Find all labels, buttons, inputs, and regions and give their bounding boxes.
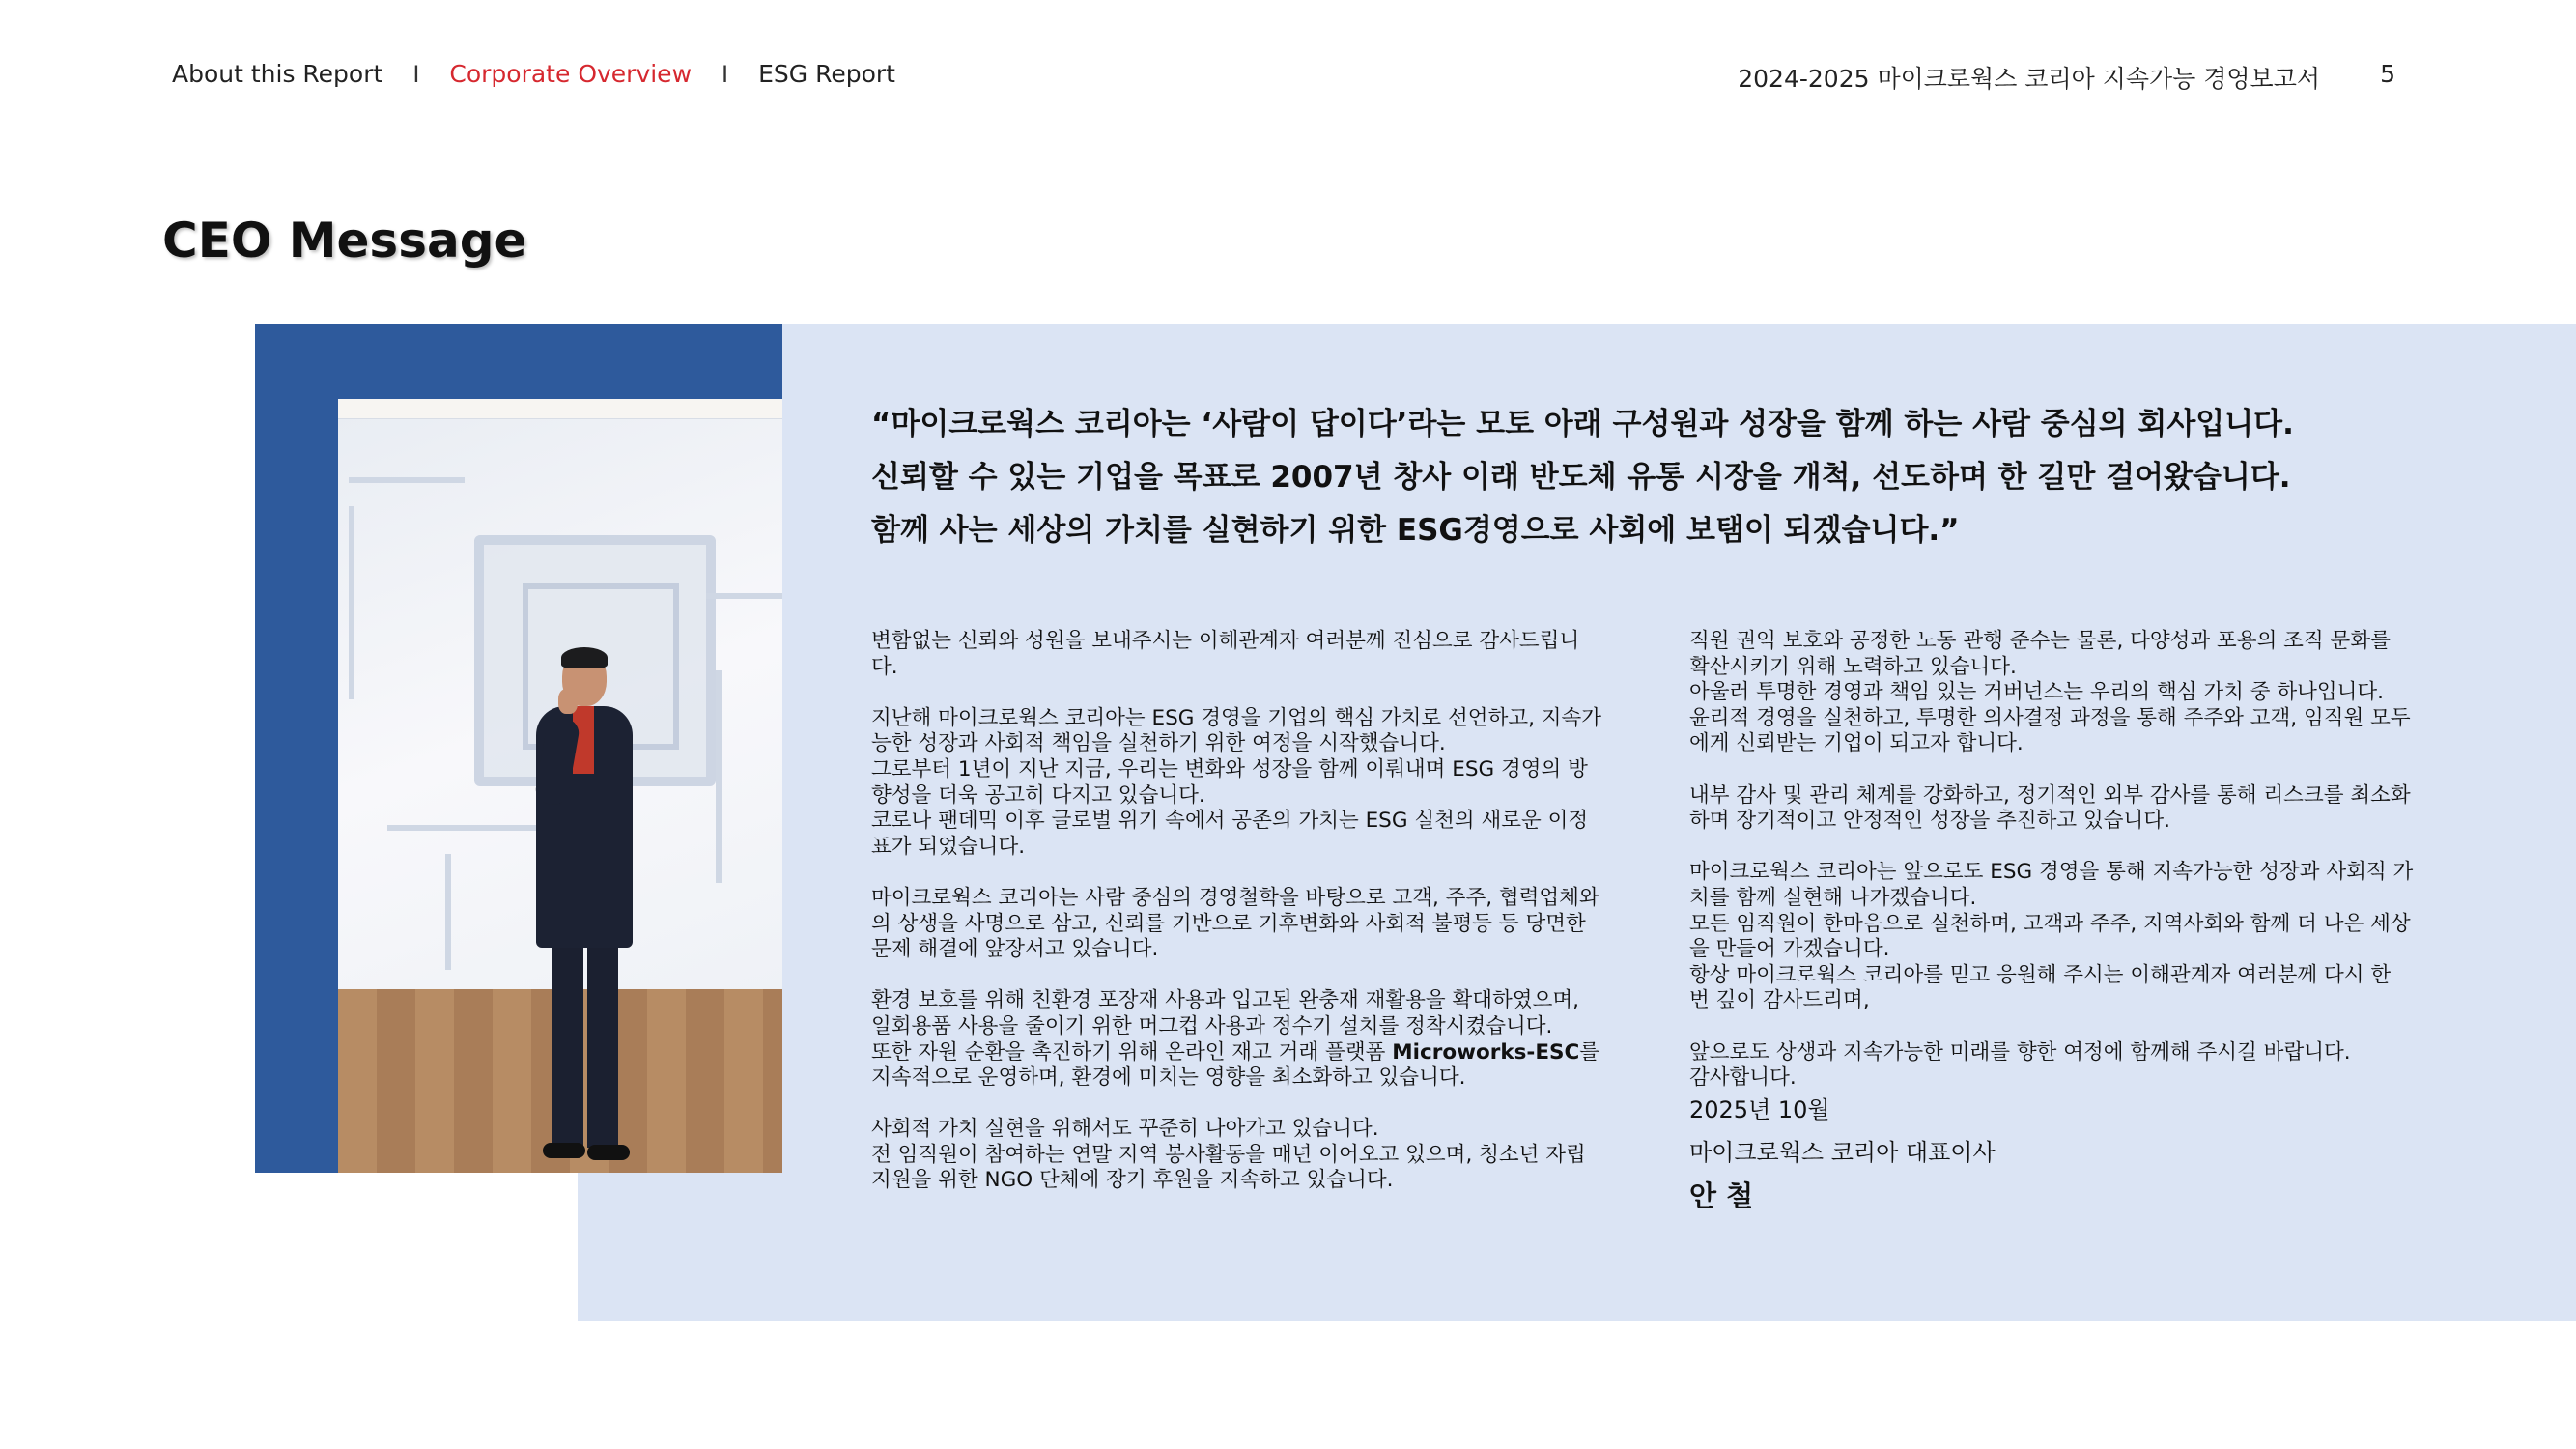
nav-separator: I: [722, 60, 729, 88]
paragraph: 그로부터 1년이 지난 지금, 우리는 변화와 성장을 함께 이뤄내며 ESG 경영의 방향성을 더욱 공고히 다지고 있습니다.: [871, 756, 1588, 808]
circuit-trace: [349, 477, 465, 483]
presenter-hand: [558, 689, 578, 714]
nav-esg-report[interactable]: ESG Report: [758, 60, 895, 88]
ceo-photo: [338, 399, 782, 1173]
presenter-hair: [561, 647, 608, 668]
platform-name: Microworks-ESC: [1392, 1039, 1580, 1065]
ceo-quote: [871, 398, 2294, 557]
paragraph: 앞으로도 상생과 지속가능한 미래를 향한 여정에 함께해 주시길 바랍니다.: [1689, 1039, 2351, 1065]
nav-corporate-overview[interactable]: Corporate Overview: [449, 60, 693, 88]
paragraph: 사회적 가치 실현을 위해서도 꾸준히 나아가고 있습니다.: [871, 1117, 1379, 1142]
quote-line: “마이크로웍스 코리아는 ‘사람이 답이다’라는 모토 아래 구성원과 성장을 함께 하는 사람 중심의 회사입니다.: [871, 407, 2294, 441]
circuit-trace: [349, 506, 354, 699]
paragraph: 내부 감사 및 관리 체계를 강화하고, 정기적인 외부 감사를 통해 리스크를 최소화하며 장기적이고 안정적인 성장을 추진하고 있습니다.: [1689, 782, 2411, 834]
presenter-figure: [552, 940, 583, 1148]
paragraph-text: 를 지속적으로 운영하며, 환경에 미치는 영향을 최소화하고 있습니다.: [871, 1039, 1600, 1091]
paragraph: 윤리적 경영을 실천하고, 투명한 의사결정 과정을 통해 주주와 고객, 임직원 모두에게 신뢰받는 기업이 되고자 합니다.: [1689, 705, 2411, 756]
quote-line: 함께 사는 세상의 가치를 실현하기 위한 ESG경영으로 사회에 보탬이 되겠습니다.”: [871, 513, 1960, 548]
circuit-trace: [706, 593, 782, 599]
message-right-column: [1689, 629, 2416, 1212]
presenter-shoe: [587, 1145, 630, 1160]
circuit-trace: [716, 670, 722, 883]
nav-separator: I: [412, 60, 420, 88]
paragraph: 지난해 마이크로웍스 코리아는 ESG 경영을 기업의 핵심 가치로 선언하고, 지속가능한 성장과 사회적 책임을 실천하기 위한 여정을 시작했습니다.: [871, 705, 1602, 756]
paragraph: [871, 1040, 1603, 1092]
paragraph-text: 또한 자원 순환을 촉진하기 위해 온라인 재고 거래 플랫폼: [871, 1039, 1393, 1065]
message-left-column: [871, 629, 1603, 1194]
document-title: 2024-2025 마이크로웍스 코리아 지속가능 경영보고서: [1738, 65, 2320, 93]
message-date: 2025년 10월: [1689, 1095, 1830, 1123]
presenter-shoe: [543, 1143, 585, 1158]
page-number: 5: [2380, 60, 2395, 88]
circuit-trace: [445, 854, 451, 970]
page-title: CEO Message: [162, 213, 527, 269]
top-navigation: [172, 60, 895, 88]
paragraph: 마이크로웍스 코리아는 사람 중심의 경영철학을 바탕으로 고객, 주주, 협력업체와의 상생을 사명으로 삼고, 신뢰를 기반으로 기후변화와 사회적 불평등 등 당면한 문제 해결에 앞장서고 있습니다.: [871, 885, 1599, 962]
paragraph: 마이크로웍스 코리아는 앞으로도 ESG 경영을 통해 지속가능한 성장과 사회적 가치를 함께 실현해 나가겠습니다.: [1689, 860, 2414, 910]
quote-line: 신뢰할 수 있는 기업을 목표로 2007년 창사 이래 반도체 유통 시장을 개척, 선도하며 한 길만 걸어왔습니다.: [871, 460, 2291, 495]
paragraph: 직원 권익 보호와 공정한 노동 관행 준수는 물론, 다양성과 포용의 조직 문화를 확산시키기 위해 노력하고 있습니다.: [1689, 629, 2391, 679]
presenter-figure: [587, 940, 618, 1148]
paragraph: 아울러 투명한 경영과 책임 있는 거버넌스는 우리의 핵심 가치 중 하나입니다.: [1689, 680, 2385, 705]
paragraph: 감사합니다.: [1689, 1065, 1797, 1091]
paragraph: 모든 임직원이 한마음으로 실천하며, 고객과 주주, 지역사회와 함께 더 나은 세상을 만들어 가겠습니다.: [1689, 911, 2411, 962]
paragraph: 환경 보호를 위해 친환경 포장재 사용과 입고된 완충재 재활용을 확대하였으며, 일회용품 사용을 줄이기 위한 머그컵 사용과 정수기 설치를 정착시켰습니다.: [871, 988, 1579, 1038]
paragraph: 항상 마이크로웍스 코리아를 믿고 응원해 주시는 이해관계자 여러분께 다시 한 번 깊이 감사드리며,: [1689, 962, 2392, 1013]
paragraph: 변함없는 신뢰와 성원을 보내주시는 이해관계자 여러분께 진심으로 감사드립니다.: [871, 629, 1580, 679]
paragraph: 전 임직원이 참여하는 연말 지역 봉사활동을 매년 이어오고 있으며, 청소년 자립 지원을 위한 NGO 단체에 장기 후원을 지속하고 있습니다.: [871, 1142, 1586, 1193]
nav-about-this-report[interactable]: About this Report: [172, 60, 383, 88]
signer-title: 마이크로웍스 코리아 대표이사: [1689, 1139, 1996, 1167]
ceo-name: 안 철: [1689, 1179, 1754, 1212]
paragraph: 코로나 팬데믹 이후 글로벌 위기 속에서 공존의 가치는 ESG 실천의 새로운 이정표가 되었습니다.: [871, 809, 1589, 859]
